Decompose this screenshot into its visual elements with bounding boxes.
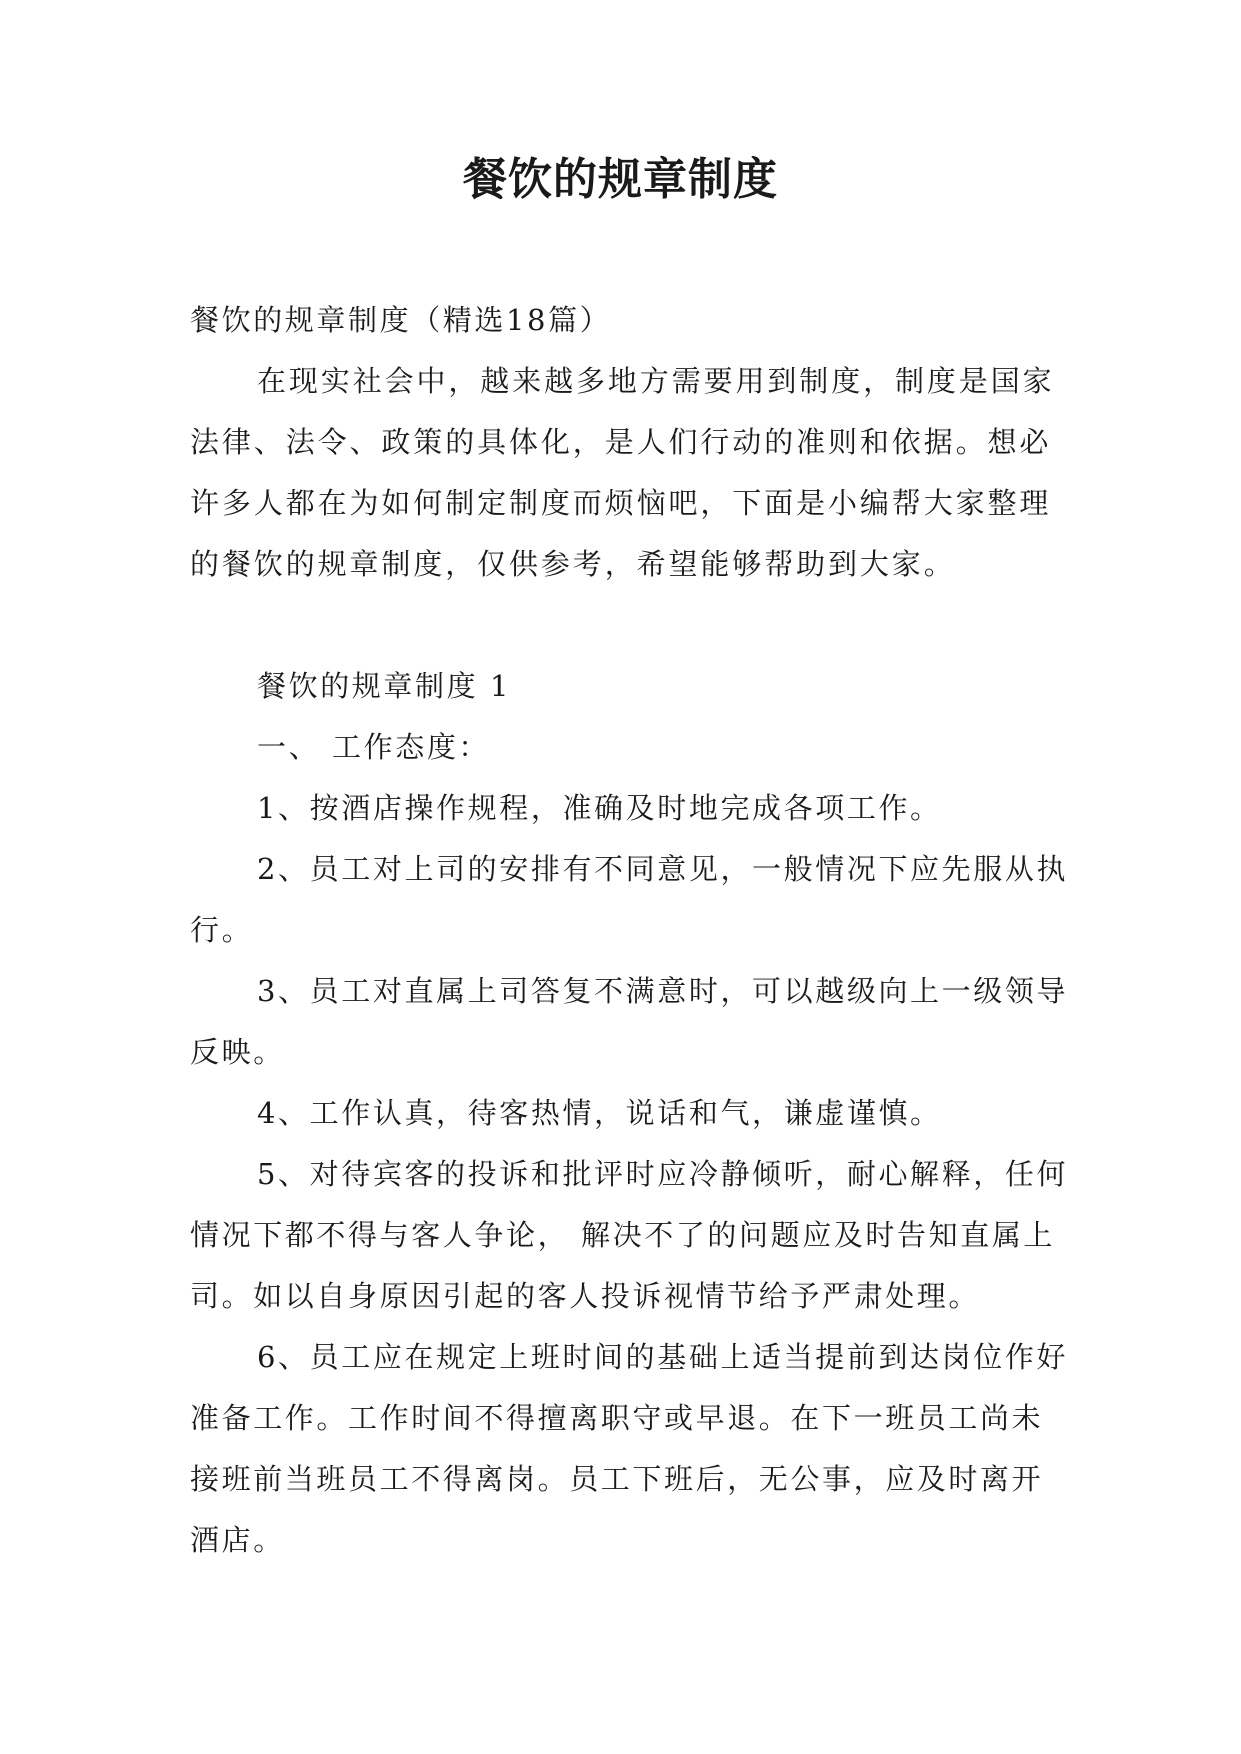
paragraph-gap xyxy=(190,595,1070,656)
document-subtitle: 餐饮的规章制度（精选18篇） xyxy=(190,303,612,337)
section-heading: 餐饮的规章制度 1 xyxy=(257,669,512,703)
page-title: 餐饮的规章制度 xyxy=(463,154,778,205)
rule-item-2: 2、员工对上司的安排有不同意见，一般情况下应先服从执行。 xyxy=(190,852,1069,947)
rule-item-4: 4、工作认真，待客热情，说话和气，谦虚谨慎。 xyxy=(257,1096,942,1130)
rule-item-5: 5、对待宾客的投诉和批评时应冷静倾听，耐心解释，任何情况下都不得与客人争论， 解决不了的问题应及时告知直属上司。如以自身原因引起的客人投诉视情节给予严肃处理。 xyxy=(190,1157,1069,1313)
rule-item-3: 3、员工对直属上司答复不满意时，可以越级向上一级领导反映。 xyxy=(190,974,1069,1069)
rule-item-1: 1、按酒店操作规程，准确及时地完成各项工作。 xyxy=(257,791,942,825)
part-heading: 一、 工作态度： xyxy=(257,730,491,764)
rule-item-6: 6、员工应在规定上班时间的基础上适当提前到达岗位作好准备工作。工作时间不得擅离职守或早退。在下一班员工尚未接班前当班员工不得离岗。员工下班后，无公事，应及时离开酒店。 xyxy=(190,1340,1069,1557)
document-body xyxy=(190,290,1070,1571)
intro-paragraph: 在现实社会中，越来越多地方需要用到制度，制度是国家法律、法令、政策的具体化，是人们行动的准则和依据。想必许多人都在为如何制定制度而烦恼吧，下面是小编帮大家整理的餐饮的规章制度，仅供参考，希望能够帮助到大家。 xyxy=(190,364,1055,581)
